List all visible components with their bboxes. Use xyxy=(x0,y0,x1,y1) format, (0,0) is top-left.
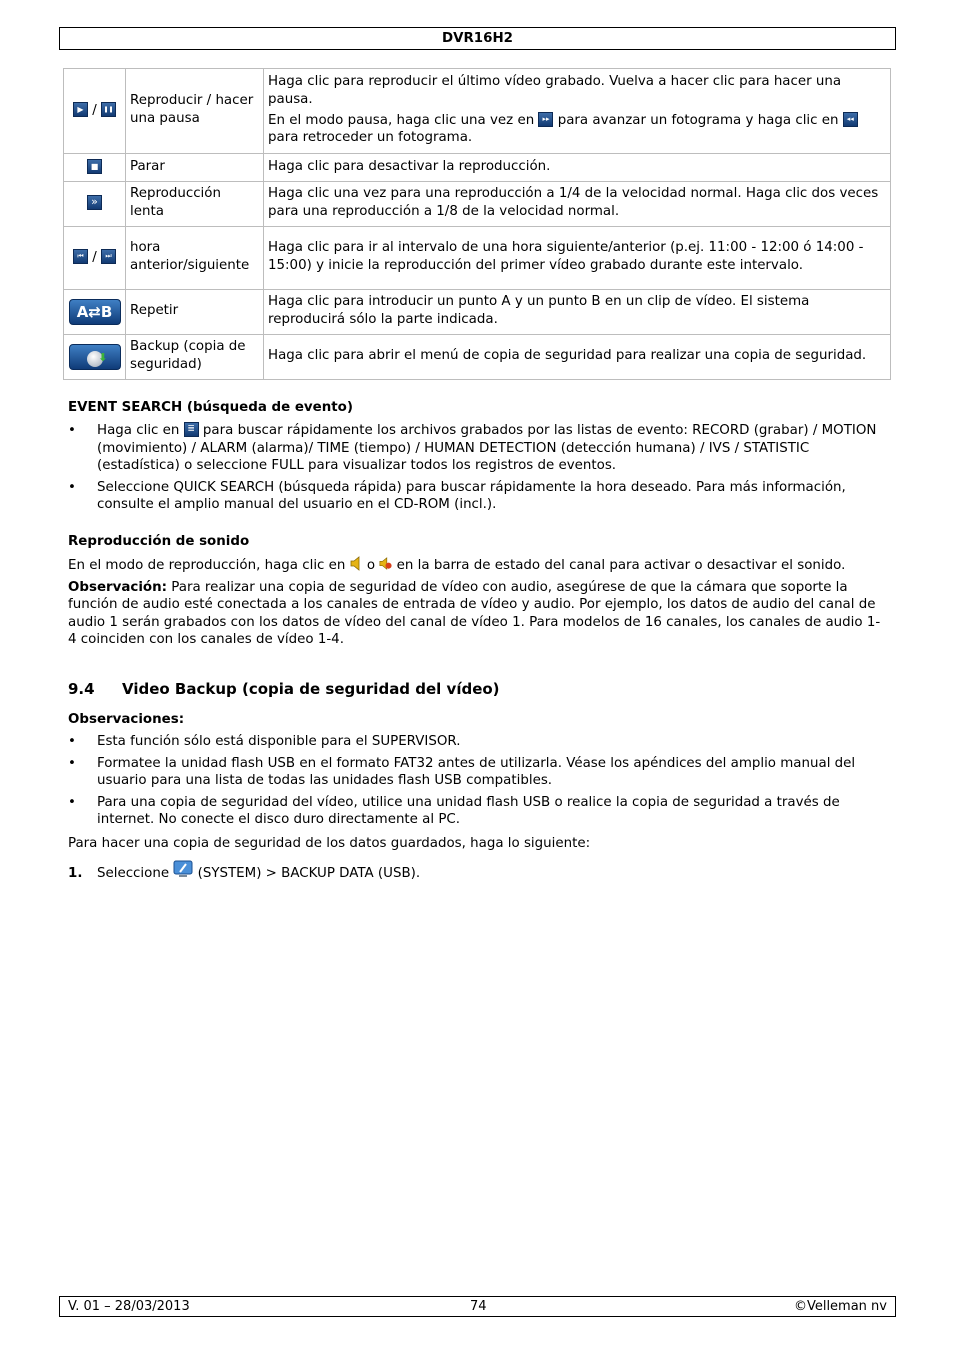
frame-backward-icon xyxy=(843,112,858,127)
control-description: Haga clic una vez para una reproducción a 1/4 de la velocidad normal. Haga clic dos veces para una reproducción a 1/8 de la velocidad normal. xyxy=(264,182,891,227)
control-name: Reproducir / hacer una pausa xyxy=(126,69,264,154)
slow-play-icon xyxy=(87,195,102,210)
control-description: Haga clic para reproducir el último vídeo grabado. Vuelva a hacer clic para hacer una pausa. En el modo pausa, haga clic una vez en ▸▸ para avanzar un fotograma y haga clic en ◂◂ para retroceder un fotograma. xyxy=(264,69,891,154)
control-description: Haga clic para introducir un punto A y un punto B en un clip de vídeo. El sistema reproducirá sólo la parte indicada. xyxy=(264,290,891,335)
table-row xyxy=(64,182,891,227)
control-name: Parar xyxy=(126,154,264,182)
table-row: ⏮ / ⏭ hora anterior/siguiente Haga clic para ir al intervalo de una hora siguiente/anterior (p.ej. 11:00 - 12:00 ó 14:00 - 15:00) y inicie la reproducción del primer vídeo grabado durante este intervalo. xyxy=(64,227,891,290)
previous-hour-icon xyxy=(73,249,88,264)
control-description: Haga clic para abrir el menú de copia de seguridad para realizar una copia de seguridad. xyxy=(264,335,891,380)
sound-heading: Reproducción de sonido xyxy=(68,534,250,549)
control-name: hora anterior/siguiente xyxy=(126,227,264,290)
table-row: ▶ / ❚❚ Reproducir / hacer una pausa Haga clic para reproducir el último vídeo grabado. Vuelva a hacer clic para hacer una pausa. En el modo pausa, haga clic una vez en ▸▸ para avanzar un fotograma y haga clic en ◂◂ para retroceder un fotograma. xyxy=(64,69,891,154)
event-search-heading: EVENT SEARCH (búsqueda de evento) xyxy=(68,400,353,415)
document-footer xyxy=(59,1296,896,1317)
sound-paragraph: En el modo de reproducción, haga clic en o en la barra de estado del canal para activar o desactivar el sonido. Observación: Para realizar una copia de seguridad de vídeo con audio, asegúrese de que la cámara que soporte la función de audio esté conectada a los canales de entrada de vídeo y audio. Por ejemplo, los datos de audio del canal de audio 1 serán grabados con los datos de vídeo del canal de vídeo 1. Para modelos de 16 canales, los canales de audio 1-4 coinciden con los canales de vídeo 1-4. xyxy=(68,558,881,648)
list-item: • Haga clic en ≣ para buscar rápidamente los archivos grabados por las listas de evento: RECORD (grabar) / MOTION (movimiento) / ALARM (alarma)/ TIME (tiempo) / HUMAN DETECTION (detección humana) / IVS / STATISTIC (estadística) o seleccione FULL para visualizar todos los registros de eventos. xyxy=(68,422,886,475)
section-heading xyxy=(68,681,500,699)
event-search-icon xyxy=(184,422,199,437)
document-header xyxy=(59,27,896,50)
observations-heading: Observaciones: xyxy=(68,712,185,727)
list-item: • Para una copia de seguridad del vídeo, utilice una unidad flash USB o realice la copia de seguridad a través de internet. No conecte el disco duro directamente al PC. xyxy=(68,794,886,829)
step-1: 1. Seleccione (SYSTEM) > BACKUP DATA (USB). xyxy=(68,859,886,883)
next-hour-icon xyxy=(101,249,116,264)
list-item: • Esta función sólo está disponible para el SUPERVISOR. xyxy=(68,733,886,751)
step-number: 1. xyxy=(68,866,83,881)
playback-controls-table xyxy=(63,68,891,380)
version-date: V. 01 – 28/03/2013 xyxy=(68,1299,190,1314)
model-title: DVR16H2 xyxy=(442,31,513,46)
control-name: Repetir xyxy=(126,290,264,335)
table-row xyxy=(64,154,891,182)
control-description: Haga clic para desactivar la reproducción. xyxy=(264,154,891,182)
section-title: Video Backup (copia de seguridad del vídeo) xyxy=(122,680,500,698)
note-text: Para realizar una copia de seguridad de vídeo con audio, asegúrese de que la cámara que soporte la función de audio esté conectada a los canales de entrada de vídeo y audio. Por ejemplo, los datos de audio del canal de audio 1 serán grabados con los datos de vídeo del canal de vídeo 1. Para modelos de 16 canales, los canales de audio 1-4 coinciden con los canales de vídeo 1-4. xyxy=(68,579,881,648)
event-search-list xyxy=(68,422,886,518)
stop-icon xyxy=(87,159,102,174)
disk-download-icon xyxy=(87,351,103,367)
backup-intro: Para hacer una copia de seguridad de los datos guardados, haga lo siguiente: xyxy=(68,836,591,851)
observations-list xyxy=(68,733,886,833)
control-name: Backup (copia de seguridad) xyxy=(126,335,264,380)
page-number: 74 xyxy=(470,1299,487,1314)
system-icon xyxy=(173,859,193,879)
note-label: Observación: xyxy=(68,579,168,595)
copyright: ©Velleman nv xyxy=(793,1299,887,1314)
section-number: 9.4 xyxy=(68,680,95,698)
control-name: Reproducción lenta xyxy=(126,182,264,227)
backup-icon xyxy=(69,344,121,370)
table-row xyxy=(64,290,891,335)
speaker-mute-icon xyxy=(379,556,392,571)
control-description: Haga clic para ir al intervalo de una hora siguiente/anterior (p.ej. 11:00 - 12:00 ó 14:00 - 15:00) y inicie la reproducción del primer vídeo grabado durante este intervalo. xyxy=(264,227,891,290)
list-item: • Seleccione QUICK SEARCH (búsqueda rápida) para buscar rápidamente la hora deseado. Para más información, consulte el amplio manual del usuario en el CD-ROM (incl.). xyxy=(68,479,886,514)
table-row xyxy=(64,335,891,380)
play-icon xyxy=(73,102,88,117)
frame-forward-icon xyxy=(538,112,553,127)
list-item: • Formatee la unidad flash USB en el formato FAT32 antes de utilizarla. Véase los apéndices del amplio manual del usuario para una lista de todas las unidades flash USB compatibles. xyxy=(68,755,886,790)
repeat-ab-icon: A⇄B xyxy=(69,299,121,325)
speaker-on-icon xyxy=(350,556,363,571)
pause-icon xyxy=(101,102,116,117)
